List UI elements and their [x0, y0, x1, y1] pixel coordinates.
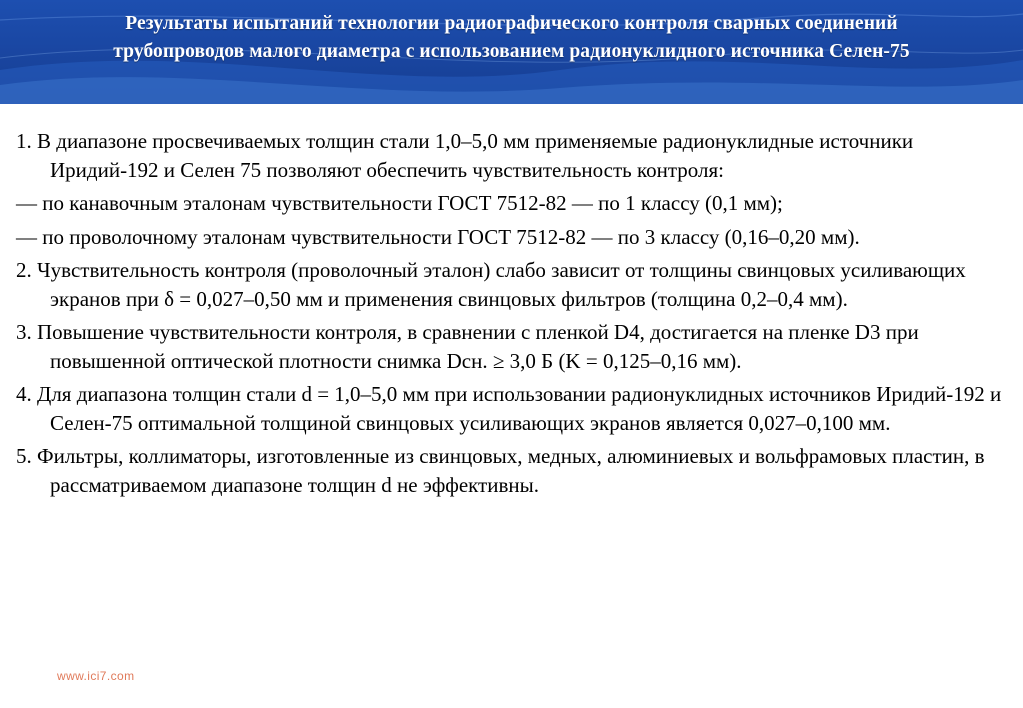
- site-watermark: www.ici7.com: [57, 669, 135, 683]
- list-item: 2. Чувствительность контроля (проволочный эталон) слабо зависит от толщины свинцовых усиливающих экранов при δ = 0,027–0,50 мм и применения свинцовых фильтров (толщина 0,2–0,4 мм).: [16, 258, 966, 311]
- list-item: — по канавочным эталонам чувствительности ГОСТ 7512-82 — по 1 классу (0,1 мм);: [16, 191, 783, 215]
- page-title: [0, 10, 1023, 66]
- list-item: — по проволочному эталонам чувствительности ГОСТ 7512-82 — по 3 классу (0,16–0,20 мм).: [16, 224, 860, 249]
- results-list: [16, 127, 1006, 504]
- page-title-line-2: трубопроводов малого диаметра с использованием радионуклидного источника Селен-75: [113, 41, 910, 62]
- page-title-line-1: Результаты испытаний технологии радиографического контроля сварных соединений: [125, 13, 898, 34]
- list-item: 3. Повышение чувствительности контроля, в сравнении с пленкой D4, достигается на пленке D3 при повышенной оптической плотности снимка Dсн. ≥ 3,0 Б (K = 0,125–0,16 мм).: [16, 320, 919, 373]
- list-item: 1. В диапазоне просвечиваемых толщин стали 1,0–5,0 мм применяемые радионуклидные источники Иридий-192 и Селен 75 позволяют обеспечить чувствительность контроля:: [16, 129, 914, 182]
- list-item: 4. Для диапазона толщин стали d = 1,0–5,0 мм при использовании радионуклидных источников Иридий-192 и Селен-75 оптимальной толщиной свинцовых усиливающих экранов является 0,027–0,100 мм.: [16, 382, 1002, 435]
- title-banner: [0, 0, 1023, 104]
- list-item: 5. Фильтры, коллиматоры, изготовленные из свинцовых, медных, алюминиевых и вольфрамовых пластин, в рассматриваемом диапазоне толщин d не эффективны.: [16, 444, 985, 497]
